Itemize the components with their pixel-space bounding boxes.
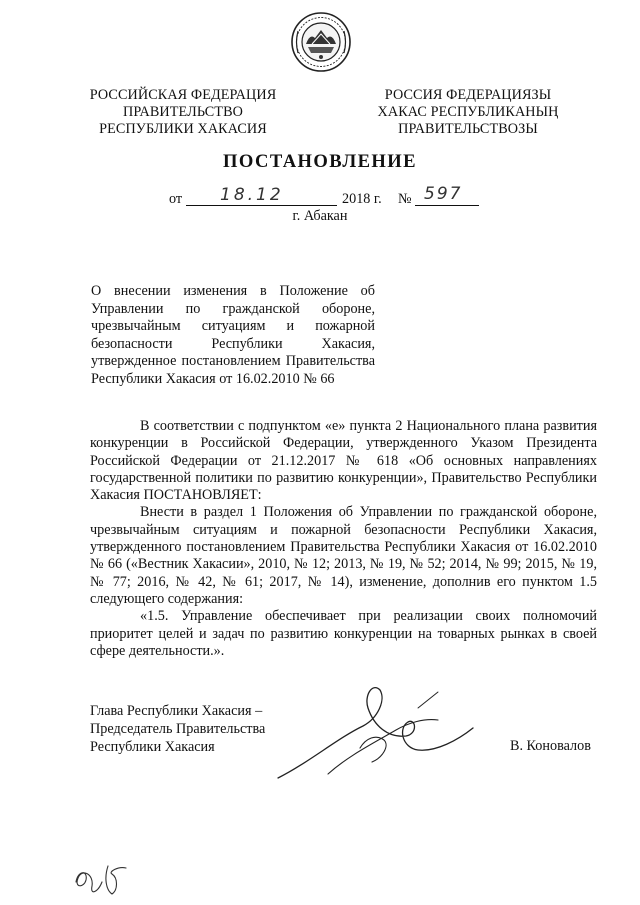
date-prefix: от <box>169 191 183 207</box>
date-number-line <box>0 184 640 209</box>
document-city: г. Абакан <box>292 208 348 224</box>
number-prefix: № <box>398 191 412 207</box>
document-subject: О внесении изменения в Положение об Управлении по гражданской обороне, чрезвычайным ситуациям и пожарной безопасности Республики Хакасия, утвержденное постановлением Правительства Республики Хакасия от 16.02.2010 № 66 <box>91 283 375 387</box>
coat-of-arms-icon <box>290 11 352 73</box>
number-underline <box>415 205 479 206</box>
document-body <box>90 418 597 660</box>
header-right-block <box>368 87 568 138</box>
header-right-line-3: ПРАВИТЕЛЬСТВОЗЫ <box>398 121 538 137</box>
header-left-block <box>88 87 278 138</box>
handwritten-date: 18.12 <box>220 185 284 205</box>
handwritten-number: 597 <box>424 184 463 204</box>
header-left-line-2: ПРАВИТЕЛЬСТВО <box>123 104 243 120</box>
header-left-line-3: РЕСПУБЛИКИ ХАКАСИЯ <box>99 121 267 137</box>
body-paragraph-2: Внести в раздел 1 Положения об Управлении по гражданской обороне, чрезвычайным ситуациям и пожарной безопасности Республики Хакасия, утвержденного постановлением Правительства Республики Хакасия от 16.02.2010 № 66 («Вестник Хакасии», 2010, № 12; 2013, № 19, № 52; 2014, № 99; 2015, № 19, № 77; 2016, № 42, № 61; 2017, № 14), изменение, дополнив его пунктом 1.5 следующего содержания: <box>90 504 597 607</box>
document-title: ПОСТАНОВЛЕНИЕ <box>223 151 417 172</box>
signatory-position-line-1: Глава Республики Хакасия – <box>90 703 263 719</box>
header-right-line-1: РОССИЯ ФЕДЕРАЦИЯЗЫ <box>384 87 552 103</box>
signatory-position <box>90 702 265 756</box>
signatory-position-line-3: Республики Хакасия <box>90 739 215 755</box>
document-year: 2018 г. <box>342 191 382 207</box>
handwritten-initials <box>68 856 138 898</box>
header-right-line-2: ХАКАС РЕСПУБЛИКАНЫҢ <box>377 104 559 120</box>
handwritten-signature <box>268 678 498 788</box>
header-left-line-1: РОССИЙСКАЯ ФЕДЕРАЦИЯ <box>89 87 277 103</box>
signatory-position-line-2: Председатель Правительства <box>90 721 266 737</box>
body-paragraph-1: В соответствии с подпунктом «е» пункта 2 Национального плана развития конкуренции в Российской Федерации, утвержденного Указом Президента Российской Федерации от 21.12.2017 № 618 «Об основных направлениях государственной политики по развитию конкуренции», Правительство Республики Хакасия ПОСТАНОВЛЯЕТ: <box>90 418 597 504</box>
signatory-name: В. Коновалов <box>510 738 591 754</box>
date-underline <box>186 205 337 206</box>
body-paragraph-3: «1.5. Управление обеспечивает при реализации своих полномочий приоритет целей и задач по развитию конкуренции на товарных рынках в своей сфере деятельности.». <box>90 608 597 659</box>
